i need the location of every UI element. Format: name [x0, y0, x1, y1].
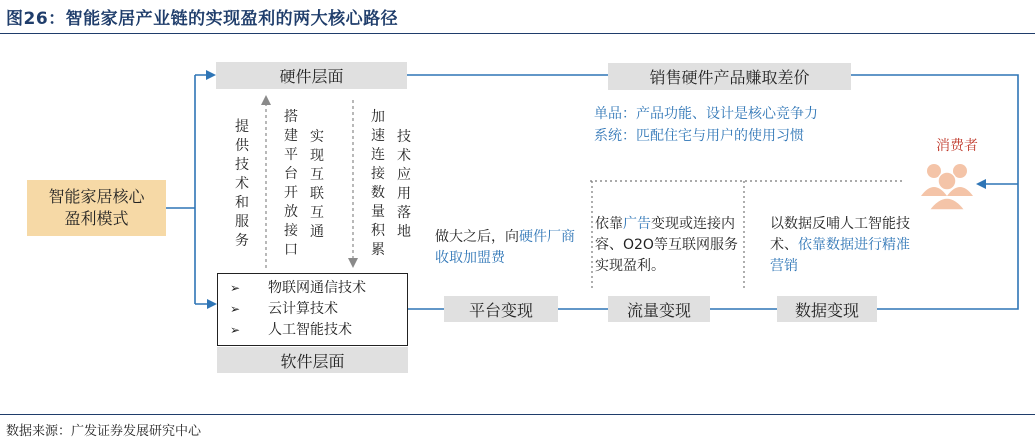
- tech-list-box: [217, 273, 408, 346]
- bullet-marker: ➢: [230, 281, 241, 295]
- tech-item-label: 人工智能技术: [268, 322, 352, 338]
- software-layer-box: 软件层面: [217, 347, 408, 373]
- data-note: [770, 214, 920, 277]
- consumer-label: 消费者: [936, 138, 978, 154]
- tech-item: [230, 320, 407, 341]
- bottom-rule: [0, 414, 1035, 415]
- traffic-note-text-2: 变现或连接内容、O2O等互联网服务实现盈利。: [595, 216, 738, 274]
- figure-title: 图26：智能家居产业链的实现盈利的两大核心路径: [6, 9, 399, 29]
- tech-item-label: 云计算技术: [268, 301, 338, 317]
- system-note: 系统：匹配住宅与用户的使用习惯: [594, 128, 804, 144]
- platform-monetization-box: 平台变现: [444, 296, 558, 322]
- profit-model-line-2: 盈利模式: [64, 209, 129, 228]
- interconnect-label: 实现互联互通: [310, 129, 324, 240]
- accelerate-label: 加速连接数量积累: [371, 109, 385, 258]
- sell-hardware-box: 销售硬件产品赚取差价: [608, 63, 851, 90]
- traffic-note-highlight: 广告: [623, 216, 651, 232]
- traffic-note: [595, 214, 745, 277]
- traffic-note-text: 依靠: [595, 216, 623, 232]
- apply-tech-label: 技术应用落地: [397, 129, 411, 240]
- source-note: 数据来源：广发证券发展研究中心: [6, 424, 202, 439]
- platform-note-highlight: 硬件: [519, 229, 547, 245]
- platform-note: [435, 227, 585, 269]
- traffic-monetization-box: 流量变现: [608, 296, 710, 322]
- platform-note-highlight-2: 厂商收取加盟费: [435, 229, 575, 266]
- profit-model-box: [27, 180, 166, 236]
- build-platform-label: 搭建平台开放接口: [284, 109, 298, 258]
- data-note-highlight: 依靠数据进行精准营销: [770, 237, 910, 274]
- consumer-group-icon: [921, 164, 973, 210]
- tech-item: [230, 299, 407, 320]
- platform-note-text: 做大之后，向: [435, 229, 519, 245]
- bullet-marker: ➢: [230, 323, 241, 337]
- tech-item: [230, 278, 407, 299]
- tech-item-label: 物联网通信技术: [268, 280, 366, 296]
- hardware-layer-box: 硬件层面: [216, 62, 407, 89]
- data-monetization-box: 数据变现: [777, 296, 877, 322]
- bullet-marker: ➢: [230, 302, 241, 316]
- provide-tech-label: 提供技术和服务: [235, 119, 249, 249]
- single-product-note: 单品：产品功能、设计是核心竞争力: [594, 106, 818, 122]
- profit-model-line-1: 智能家居核心: [48, 187, 145, 206]
- data-note-text: 以数据反哺人工智能技术、: [770, 216, 910, 253]
